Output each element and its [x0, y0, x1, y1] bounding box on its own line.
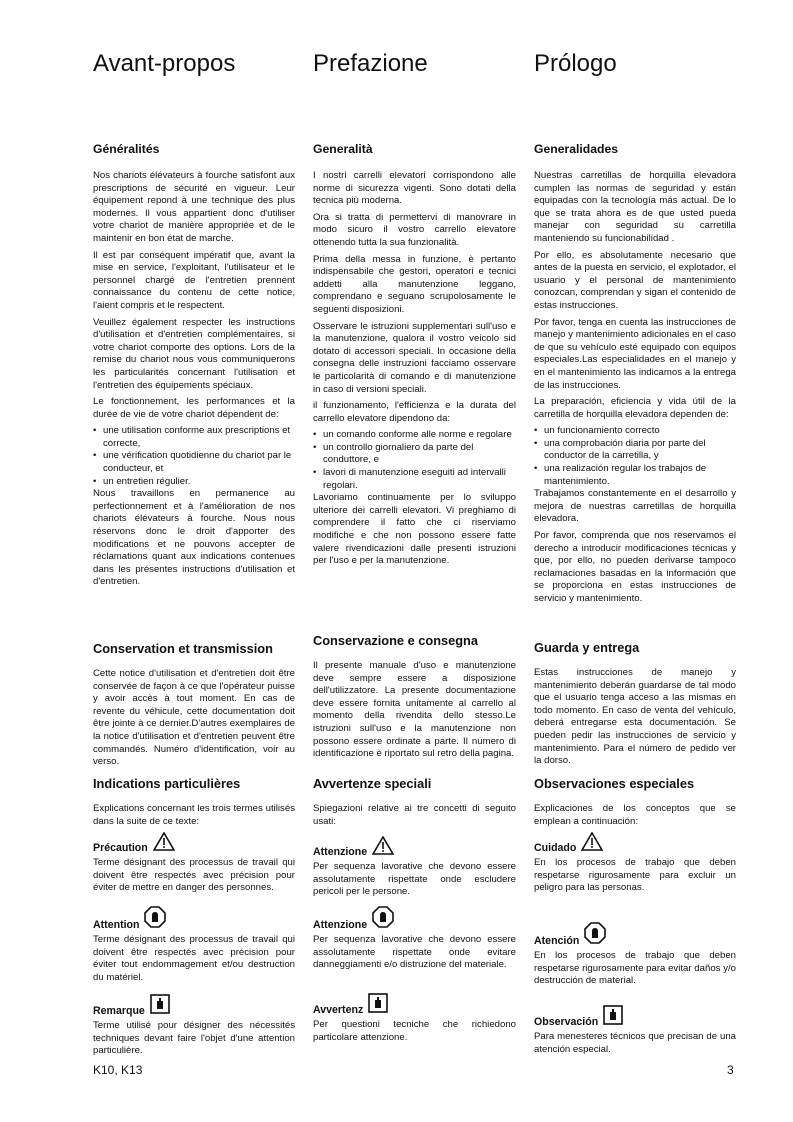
heading-generalita: Generalità — [313, 142, 373, 156]
list-item: • une utilisation conforme aux prescriptions et correcte, — [93, 425, 295, 450]
label-attenzione: Attenzione — [313, 919, 368, 931]
paragraph: Spiegazioni relative ai tre concetti di seguito usati: — [313, 803, 516, 827]
section-avvertenze-it — [313, 776, 516, 832]
section-indications-fr — [93, 776, 295, 832]
label-atencion: Atención — [534, 935, 580, 947]
section-generalidades-es — [534, 142, 736, 610]
list-item: • un funcionamiento correcto — [534, 425, 736, 438]
label-attention: Attention — [93, 919, 140, 931]
heading-indications: Indications particulières — [93, 776, 241, 791]
section-generalita-it — [313, 142, 516, 572]
note-attenzione-1-it — [313, 836, 516, 903]
list-item: • lavori di manutenzione eseguiti ad intervalli regolari. — [313, 467, 516, 492]
warning-triangle-icon — [153, 832, 175, 854]
paragraph: I nostri carrelli elevatori corrispondono alle norme di sicurezza vigenti. Sono dotati della tecnica più moderna. — [313, 170, 516, 207]
paragraph: La preparación, eficiencia y vida útil de la carretilla de horquilla elevadora dependen de: — [534, 396, 736, 420]
hand-octagon-icon — [584, 922, 606, 947]
list-item: • une vérification quotidienne du chariot par le conducteur, et — [93, 450, 295, 475]
list-item: • una comprobación diaria por parte del conductor de la carretilla, y — [534, 438, 736, 463]
note-precaution-fr — [93, 832, 295, 899]
page-number: 3 — [727, 1063, 734, 1077]
paragraph: Terme utilisé pour désigner des nécessités techniques devant faire l'objet d'une attention particulière. — [93, 1020, 295, 1057]
list-item: • un controllo giornaliero da parte del conduttore, e — [313, 442, 516, 467]
paragraph: Per sequenza lavorative che devono essere assolutamente rispettate onde evitare danneggiamenti e/o distruzione del materiale. — [313, 934, 516, 971]
label-avvertenz: Avvertenz — [313, 1004, 364, 1016]
note-observacion-es — [534, 1005, 736, 1060]
paragraph: Le fonctionnement, les performances et la durée de vie de votre chariot dépendent de: — [93, 396, 295, 420]
paragraph: Prima della messa in funzione, è pertanto indispensabile che gestori, operatori e tecnici addetti alla manutenzione leggano, comprendano e seguano scrupolosamente le seguenti disposizioni. — [313, 253, 516, 315]
title-prologo: Prólogo — [534, 50, 617, 77]
paragraph: Il est par conséquent impératif que, avant la mise en service, l'exploitant, l'utilisateur et le personnel chargé de l'entretien prennent connaissance du contenu de cette notice, l'aient compris et le respectent. — [93, 249, 295, 311]
heading-observaciones: Observaciones especiales — [534, 776, 695, 791]
paragraph: En los procesos de trabajo que deben respetarse rigurosamente para excluir un peligro para las personas. — [534, 857, 736, 894]
heading-conservation: Conservation et transmission — [93, 641, 273, 656]
paragraph: Nous travaillons en permanence au perfectionnement et à l'amélioration de nos chariots élévateurs à fourche. Nous nous réservons donc le droit d'apporter des modifications et ne pouvons accepter de réclamations quant aux indications contenues dans les présentes instructions d'utilisation et d'entretien. — [93, 488, 295, 588]
note-attention-fr — [93, 906, 295, 988]
hand-square-icon — [368, 993, 388, 1016]
paragraph: Nuestras carretillas de horquilla elevadora cumplen las normas de seguridad y están equipadas con la tecnología más actual. De lo que se trata ahora es de que usted pueda manejar con seguridad su carretilla manteniendo su funcionabilidad . — [534, 170, 736, 244]
paragraph: Il presente manuale d'uso e manutenzione deve sempre essere a disposizione dell'utilizzatore. La presente documentazione deve essere fornita unitamente al carrello al momento della rivendita dello stesso.Le istruzioni sull'uso e la manutenzione non possono essere ordinate a parte. Il numero di identificazione è riportato sul retro della pagina. — [313, 660, 516, 760]
paragraph: Por favor, tenga en cuenta las instrucciones de manejo y mantenimiento adicionales en el caso de que su vehículo esté equipado con equipos especiales.Las especialidades en el manejo y en el mantenimiento las indicamos a la entrega de las instrucciones. — [534, 316, 736, 391]
list-item: • un entretien régulier. — [93, 476, 295, 489]
paragraph: Trabajamos constantemente en el desarrollo y mejora de nuestras carretillas de horquilla elevadora. — [534, 488, 736, 525]
section-observaciones-es — [534, 776, 736, 832]
warning-triangle-icon — [372, 836, 394, 858]
hand-square-icon — [150, 994, 170, 1017]
label-attenzione: Attenzione — [313, 846, 368, 858]
warning-triangle-icon — [581, 832, 603, 854]
hand-octagon-icon — [372, 906, 394, 931]
paragraph: En los procesos de trabajo que deben respetarse rigurosamente para evitar daños y/o destrucción de material. — [534, 950, 736, 987]
note-remarque-fr — [93, 994, 295, 1062]
section-guarda-es — [534, 640, 736, 772]
section-generalites-fr — [93, 142, 295, 593]
list-item: • una realización regular los trabajos de mantenimiento. — [534, 463, 736, 488]
heading-conservazione: Conservazione e consegna — [313, 633, 478, 648]
label-remarque: Remarque — [93, 1005, 145, 1017]
heading-generalidades: Generalidades — [534, 142, 618, 156]
heading-avvertenze: Avvertenze speciali — [313, 776, 432, 791]
paragraph: il funzionamento, l'efficienza e la durata del carrello elevatore dipendono da: — [313, 400, 516, 424]
paragraph: Per sequenza lavorative che devono essere assolutamente rispettate onde escludere pericoli per le persone. — [313, 861, 516, 898]
note-avvertenz-it — [313, 993, 516, 1048]
list-item: • un comando conforme alle norme e regolare — [313, 429, 516, 442]
hand-octagon-icon — [144, 906, 166, 931]
bullet-list — [534, 425, 736, 488]
paragraph: Cette notice d'utilisation et d'entretien doit être conservée de façon à ce que l'opérateur puisse y avoir accès à tout moment. En cas de revente du véhicule, cette documentation doit être jointe à ce dernier.D'autres exemplaires de la notice d'utilisation et d'entretien peuvent être commandés. Numéro d'identification, voir au verso. — [93, 668, 295, 768]
label-precaution: Précaution — [93, 842, 148, 854]
heading-generalites: Généralités — [93, 142, 160, 156]
hand-square-icon — [603, 1005, 623, 1028]
paragraph: Osservare le istruzioni supplementari sull'uso e la manutenzione, qualora il vostro veicolo sid dotato di accessori speciali. In occasione della consegna delle instruzioni facciamo osservare le particolarità di comando e di manutenzione in caso di versioni speciali. — [313, 320, 516, 395]
title-prefazione: Prefazione — [313, 50, 428, 77]
paragraph: Terme désignant des processus de travail qui doivent être respectés avec précision pour éviter de mettre en danger des personnes. — [93, 857, 295, 894]
note-attenzione-2-it — [313, 906, 516, 976]
label-cuidado: Cuidado — [534, 842, 577, 854]
section-conservazione-it — [313, 633, 516, 765]
title-avant-propos: Avant-propos — [93, 50, 236, 77]
paragraph: Lavoriamo continuamente per lo sviluppo ulteriore dei carrelli elevatori. Vi preghiamo di comprendere il fatto che ci riserviamo modifiche e che non possono essere fatte valere rivendicazioni dalle presenti istruzioni per l'uso e per la manutenzione. — [313, 492, 516, 567]
paragraph: Terme désignant des processus de travail qui doivent être respectés avec précision pour éviter tout endommagement et/ou destruction du matériel. — [93, 934, 295, 983]
paragraph: Por ello, es absolutamente necesario que antes de la puesta en servicio, el explotador, el usuario y el personal de mantenimiento conozcan, comprendan y sigan el contenido de estas instrucciones. — [534, 249, 736, 311]
footer-model: K10, K13 — [93, 1063, 143, 1077]
heading-guarda: Guarda y entrega — [534, 640, 640, 655]
bullet-list — [93, 425, 295, 488]
note-atencion-es — [534, 922, 736, 992]
paragraph: Por favor, comprenda que nos reservamos el derecho a introducir modificaciones técnicas y que, por ello, no pueden derivarse tampoco reclamaciones basadas en la información que se proporciona en estas instrucciones de servicio y mantenimiento. — [534, 530, 736, 604]
paragraph: Estas instrucciones de manejo y mantenimiento deberán guardarse de tal modo que el usuario tenga acceso a las mismas en todo momento. En caso de venta del vehículo, deberá entregarse esta documentación. Se pueden pedir las instrucciones de servicio y mantenimiento. Para el número de pedido ver la dorso. — [534, 667, 736, 767]
paragraph: Veuillez également respecter les instructions d'utilisation et d'entretien complémentaires, si votre chariot comporte des options. Lors de la remise du chariot nous vous communiquerons les particularités concernant l'utilisation et l'entretien des équipements spéciaux. — [93, 316, 295, 391]
section-conservation-fr — [93, 641, 295, 773]
paragraph: Nos chariots élévateurs à fourche satisfont aux prescriptions de sécurité en vigueur. Leur équipement repond à une technique des plus modernes. Il vous appartient donc d'utiliser votre chariot de manière appropriée et de le maintenir en bon état de marche. — [93, 170, 295, 244]
paragraph: Per questioni tecniche che richiedono particolare attenzione. — [313, 1019, 516, 1043]
paragraph: Explicaciones de los conceptos que se emplean a continuación: — [534, 803, 736, 827]
paragraph: Para menesteres técnicos que precisan de una atención especial. — [534, 1031, 736, 1055]
note-cuidado-es — [534, 832, 736, 899]
bullet-list — [313, 429, 516, 492]
paragraph: Explications concernant les trois termes utilisés dans la suite de ce texte: — [93, 803, 295, 827]
label-observacion: Observación — [534, 1016, 599, 1028]
paragraph: Ora si tratta di permettervi di manovrare in modo sicuro il vostro carrello elevatore ottenendo tutta la sua funzionalità. — [313, 211, 516, 248]
